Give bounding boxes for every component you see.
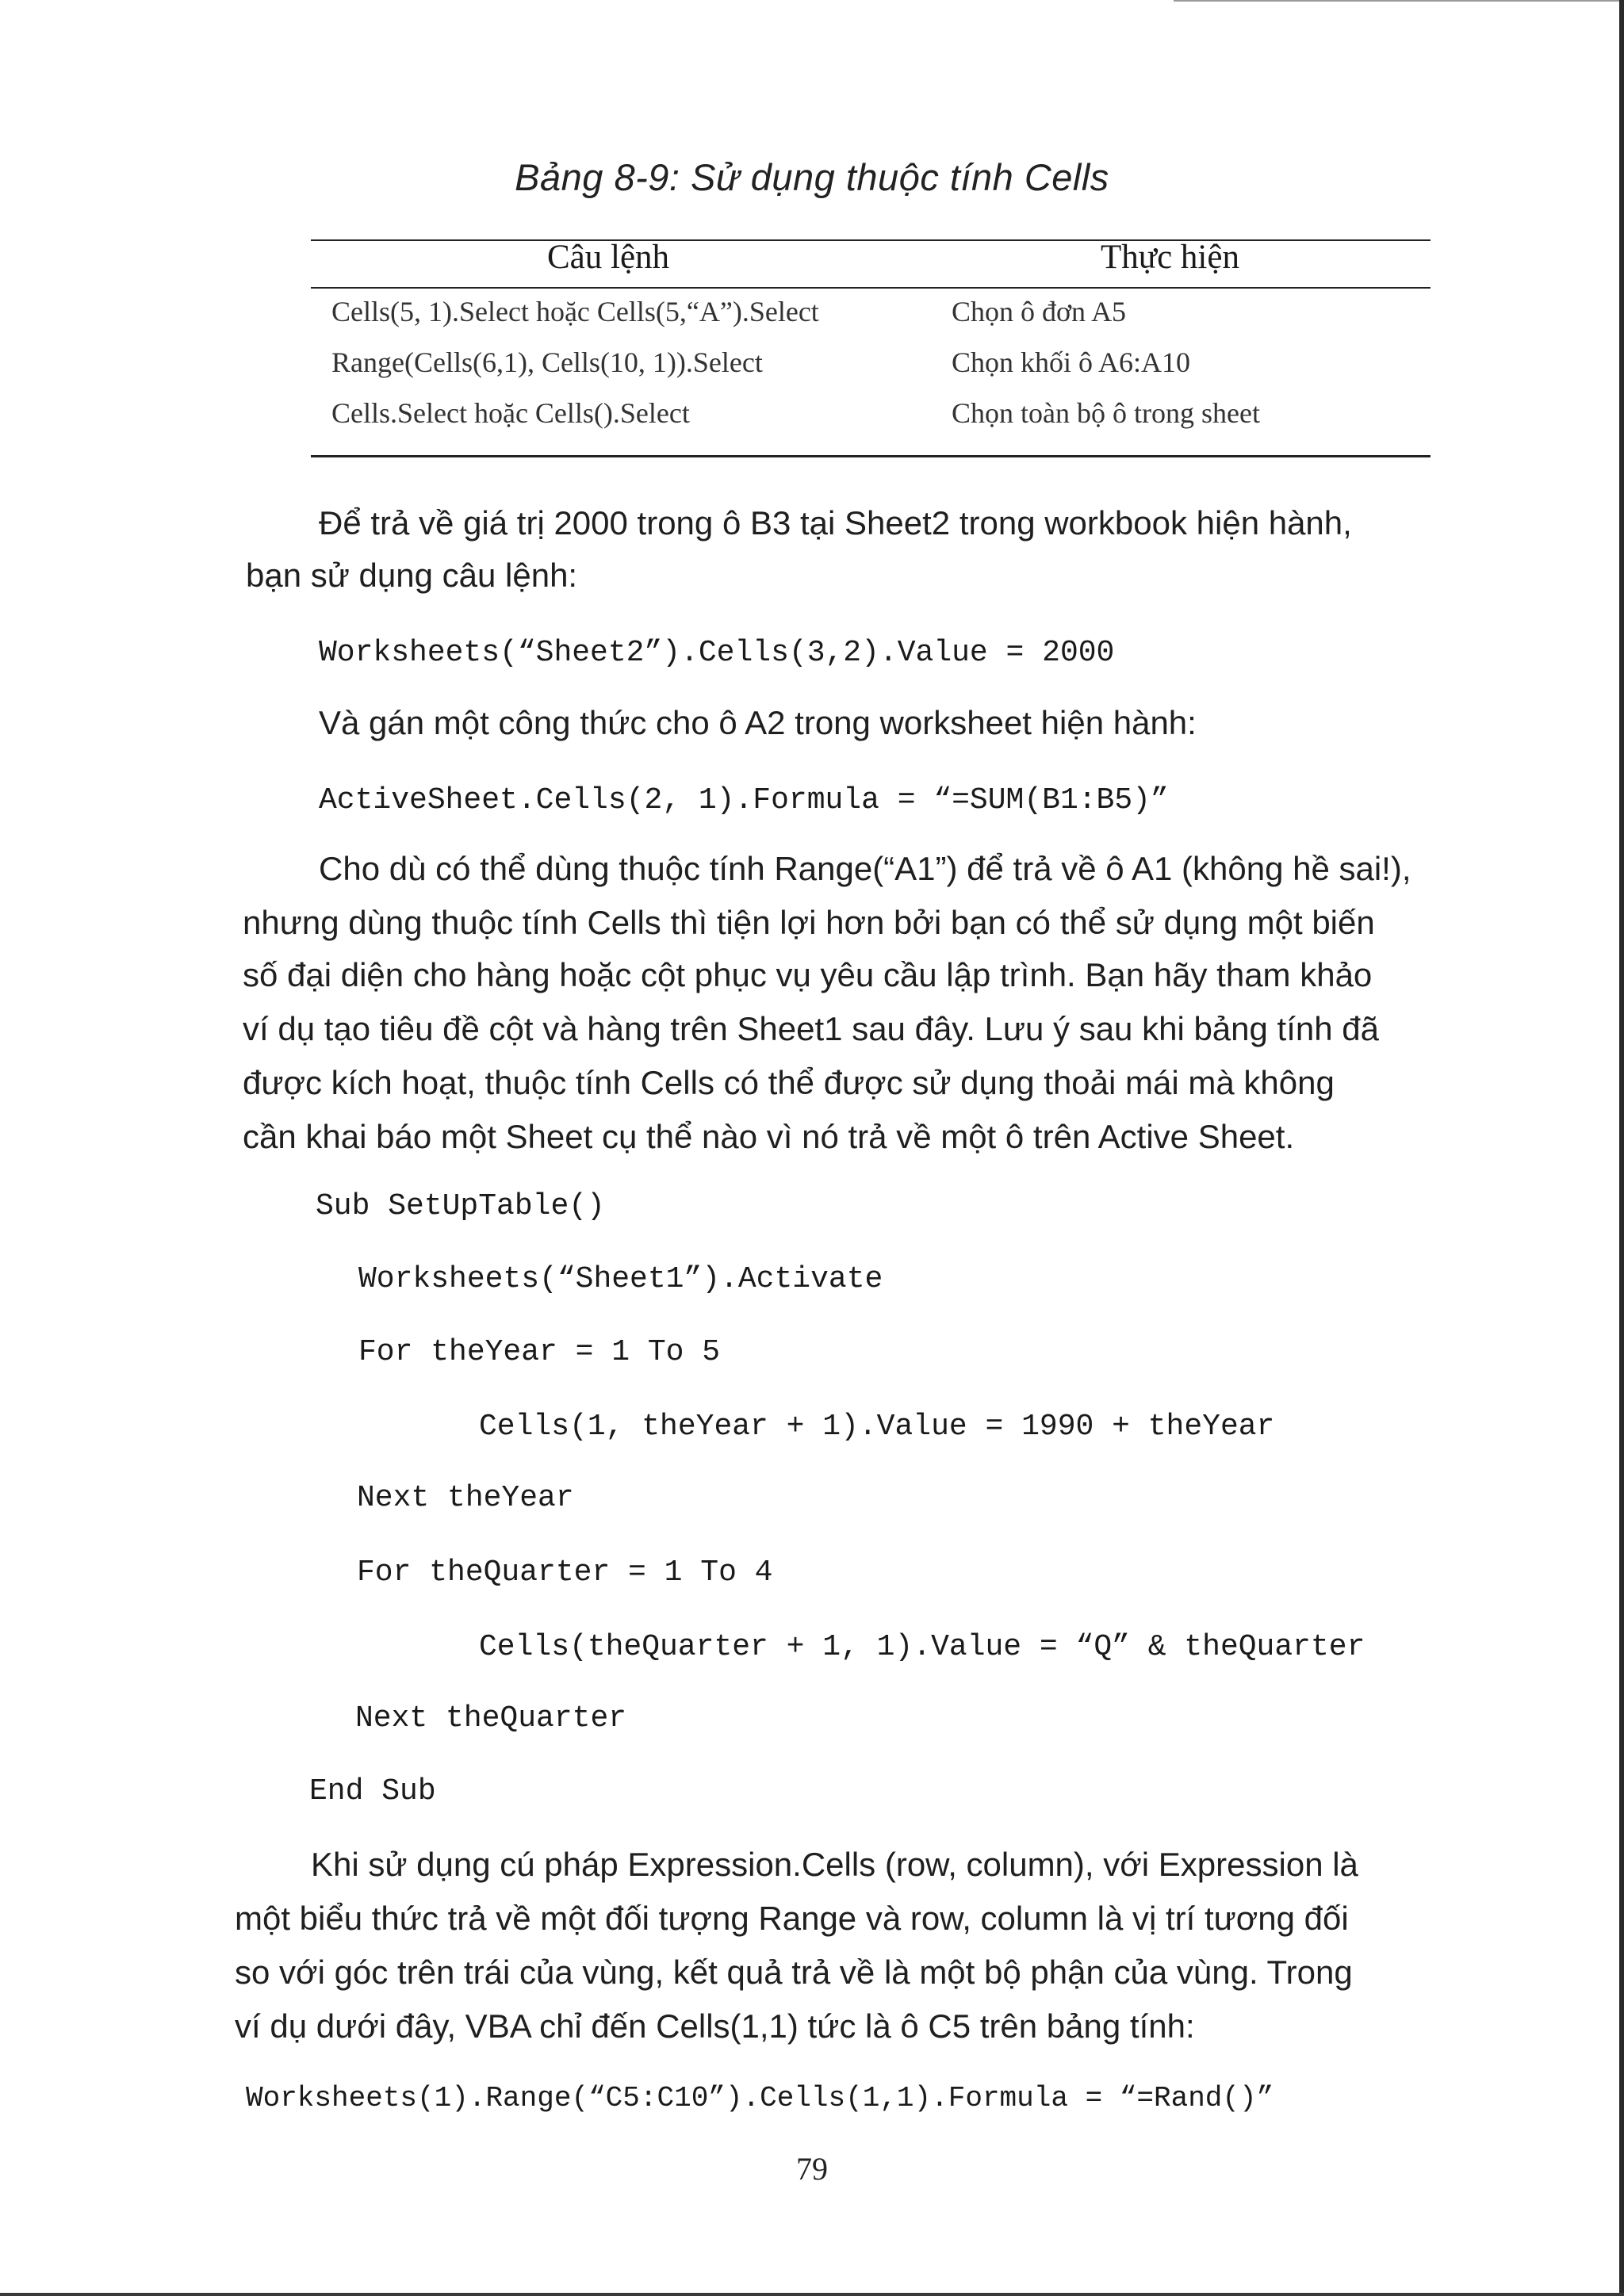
paragraph-line: Khi sử dụng cú pháp Expression.Cells (row, column), với Expression là xyxy=(311,1846,1358,1883)
code-line-formula: ActiveSheet.Cells(2, 1).Formula = “=SUM(B1:B5)” xyxy=(319,783,1169,817)
page-number: 79 xyxy=(796,2151,828,2187)
paragraph-line: cần khai báo một Sheet cụ thể nào vì nó trả về một ô trên Active Sheet. xyxy=(243,1118,1295,1155)
scan-edge-bottom xyxy=(0,2293,1624,2296)
code-line-range-cells: Worksheets(1).Range(“C5:C10”).Cells(1,1).Formula = “=Rand()” xyxy=(246,2082,1274,2114)
code-line: For theYear = 1 To 5 xyxy=(358,1335,721,1369)
paragraph-line: nhưng dùng thuộc tính Cells thì tiện lợi hơn bởi bạn có thể sử dụng một biến xyxy=(243,904,1375,941)
code-line: Cells(1, theYear + 1).Value = 1990 + theYear xyxy=(479,1410,1275,1444)
paragraph-line: Và gán một công thức cho ô A2 trong worksheet hiện hành: xyxy=(319,704,1197,741)
code-line: Next theYear xyxy=(357,1481,574,1515)
scan-edge-top xyxy=(1174,0,1624,2)
table-caption: Bảng 8-9: Sử dụng thuộc tính Cells xyxy=(515,156,1109,198)
table-cell-command: Range(Cells(6,1), Cells(10, 1)).Select xyxy=(331,346,763,378)
paragraph-line: Cho dù có thể dùng thuộc tính Range(“A1”) để trả về ô A1 (không hề sai!), xyxy=(319,850,1411,887)
scan-edge-right xyxy=(1619,0,1624,2296)
paragraph-line: so với góc trên trái của vùng, kết quả trả về là một bộ phận của vùng. Trong xyxy=(235,1954,1353,1991)
code-line: For theQuarter = 1 To 4 xyxy=(357,1556,773,1590)
code-line: Next theQuarter xyxy=(355,1701,627,1735)
code-line: Sub SetUpTable() xyxy=(316,1189,605,1223)
paragraph-line: một biểu thức trả về một đối tượng Range và row, column là vị trí tương đối xyxy=(235,1900,1349,1937)
table-top-rule xyxy=(311,239,1431,241)
table-row xyxy=(0,295,1624,339)
table-header-result: Thực hiện xyxy=(1101,239,1239,276)
paragraph-line: bạn sử dụng câu lệnh: xyxy=(246,557,578,594)
table-row xyxy=(0,346,1624,390)
paragraph-line: ví dụ tạo tiêu đề cột và hàng trên Sheet1 sau đây. Lưu ý sau khi bảng tính đã xyxy=(243,1010,1379,1047)
table-cell-command: Cells(5, 1).Select hoặc Cells(5,“A”).Select xyxy=(331,296,819,327)
table-cell-result: Chọn toàn bộ ô trong sheet xyxy=(952,397,1260,429)
paragraph-line: ví dụ dưới đây, VBA chỉ đến Cells(1,1) tức là ô C5 trên bảng tính: xyxy=(235,2007,1195,2045)
table-header-rule xyxy=(311,287,1431,289)
code-line: Cells(theQuarter + 1, 1).Value = “Q” & theQuarter xyxy=(479,1630,1365,1664)
table-header-command: Câu lệnh xyxy=(547,239,670,276)
code-line-worksheets-value: Worksheets(“Sheet2”).Cells(3,2).Value = 2000 xyxy=(319,636,1115,670)
table-cell-result: Chọn ô đơn A5 xyxy=(952,296,1127,327)
table-row xyxy=(0,396,1624,441)
paragraph-line: được kích hoạt, thuộc tính Cells có thể được sử dụng thoải mái mà không xyxy=(243,1064,1335,1101)
paragraph-line: số đại diện cho hàng hoặc cột phục vụ yêu cầu lập trình. Bạn hãy tham khảo xyxy=(243,956,1373,993)
table-bottom-rule xyxy=(311,455,1431,457)
code-line: Worksheets(“Sheet1”).Activate xyxy=(358,1262,883,1296)
paragraph-line: Để trả về giá trị 2000 trong ô B3 tại Sheet2 trong workbook hiện hành, xyxy=(319,504,1352,541)
table-cell-result: Chọn khối ô A6:A10 xyxy=(952,346,1191,378)
code-line: End Sub xyxy=(309,1774,436,1808)
table-cell-command: Cells.Select hoặc Cells().Select xyxy=(331,397,690,429)
